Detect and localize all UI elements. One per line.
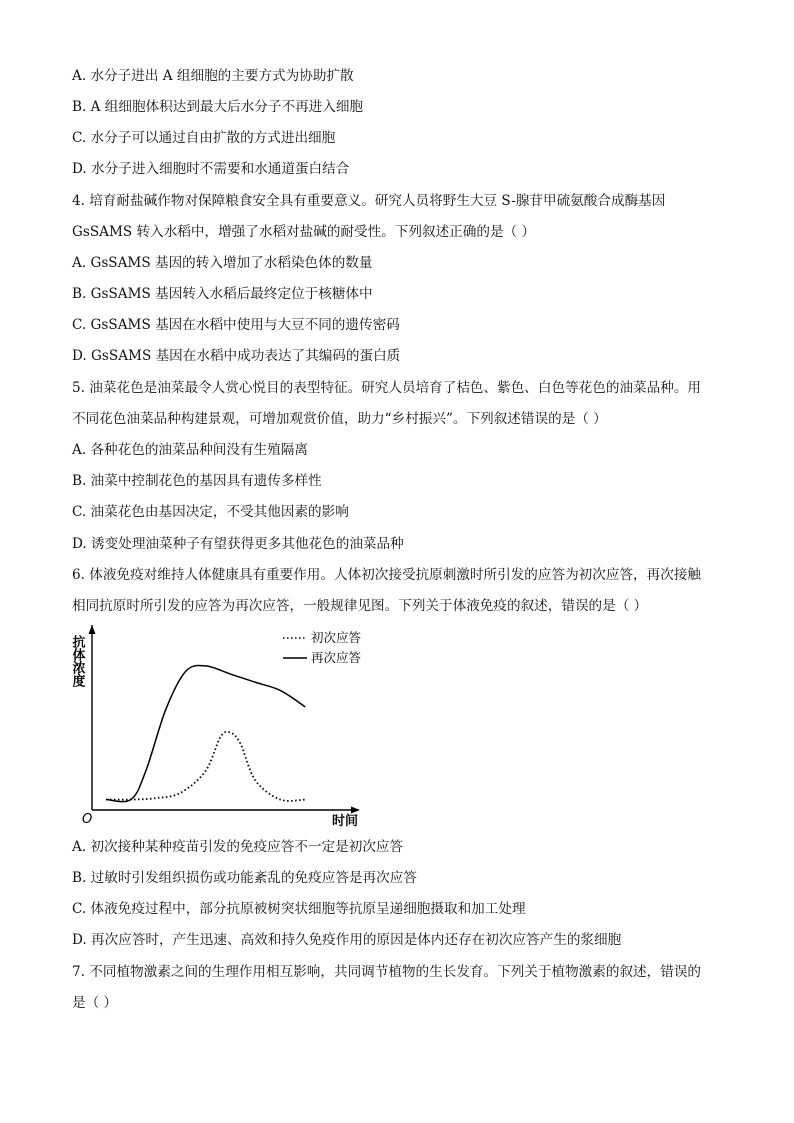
text-line: C. 油菜花色由基因决定，不受其他因素的影响 — [72, 504, 349, 520]
text-line: C. GsSAMS 基因在水稻中使用与大豆不同的遗传密码 — [72, 317, 400, 333]
text-line: C. 体液免疫过程中，部分抗原被树突状细胞等抗原呈递细胞摄取和加工处理 — [72, 901, 526, 917]
antibody-response-graph — [70, 625, 370, 830]
text-line: 7. 不同植物激素之间的生理作用相互影响，共同调节植物的生长发育。下列关于植物激素的叙述，错误的 — [72, 964, 702, 980]
series-layer — [106, 666, 305, 802]
text-line: 5. 油菜花色是油菜最令人赏心悦目的表型特征。研究人员培育了桔色、紫色、白色等花色的油菜品种。用 — [72, 380, 702, 396]
text-line: A. 初次接种某种疫苗引发的免疫应答不一定是初次应答 — [72, 839, 404, 855]
text-line: B. GsSAMS 基因转入水稻后最终定位于核糖体中 — [72, 286, 373, 302]
text-line: D. 水分子进入细胞时不需要和水通道蛋白结合 — [72, 161, 350, 177]
text-line: B. 油菜中控制花色的基因具有遗传多样性 — [72, 473, 322, 489]
x-axis-arrow — [351, 807, 360, 814]
text-line: D. GsSAMS 基因在水稻中成功表达了其编码的蛋白质 — [72, 348, 401, 364]
y-axis-label: 抗体浓度 — [70, 635, 85, 687]
text-line: 相同抗原时所引发的应答为再次应答，一般规律见图。下列关于体液免疫的叙述，错误的是（ ） — [72, 598, 648, 614]
y-axis-arrow — [89, 625, 96, 634]
text-line: 不同花色油菜品种构建景观，可增加观赏价值，助力“乡村振兴”。下列叙述错误的是（ ） — [72, 411, 607, 427]
legend-label: 初次应答 — [311, 630, 362, 645]
text-line: B. A 组细胞体积达到最大后水分子不再进入细胞 — [72, 99, 364, 115]
text-line: GsSAMS 转入水稻中，增强了水稻对盐碱的耐受性。下列叙述正确的是（ ） — [72, 224, 536, 240]
text-line: B. 过敏时引发组织损伤或功能紊乱的免疫应答是再次应答 — [72, 870, 417, 886]
legend-label: 再次应答 — [311, 650, 362, 665]
series-line-primary-response — [106, 732, 305, 801]
text-line: 6. 体液免疫对维持人体健康具有重要作用。人体初次接受抗原刺激时所引发的应答为初次应答，再次接触 — [72, 567, 702, 583]
text-line: D. 诱变处理油菜种子有望获得更多其他花色的油菜品种 — [72, 536, 404, 552]
text-line: A. 水分子进出 A 组细胞的主要方式为协助扩散 — [72, 68, 354, 84]
chart-legend — [283, 630, 362, 665]
text-line: A. GsSAMS 基因的转入增加了水稻染色体的数量 — [72, 255, 373, 271]
text-line: D. 再次应答时，产生迅速、高效和持久免疫作用的原因是体内还存在初次应答产生的浆细胞 — [72, 932, 622, 948]
chart-svg — [70, 625, 370, 830]
text-line: A. 各种花色的油菜品种间没有生殖隔离 — [72, 442, 308, 458]
x-axis-label: 时间 — [332, 814, 359, 829]
text-line: C. 水分子可以通过自由扩散的方式进出细胞 — [72, 130, 336, 146]
text-line: 是（ ） — [72, 995, 118, 1011]
text-line: 4. 培育耐盐碱作物对保障粮食安全具有重要意义。研究人员将野生大豆 S-腺苷甲硫氨酸合成酶基因 — [72, 193, 666, 209]
origin-label: O — [82, 812, 93, 827]
series-line-secondary-response — [106, 666, 305, 802]
